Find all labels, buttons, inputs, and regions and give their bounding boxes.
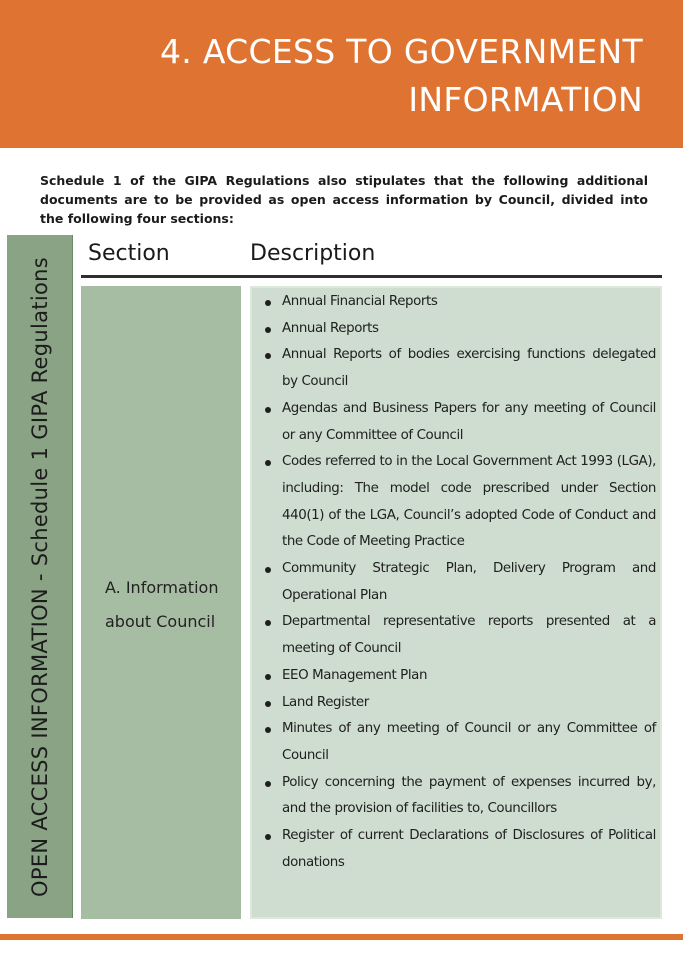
- list-item: Register of current Declarations of Disclosures of Political donations: [252, 823, 656, 876]
- column-header-section: Section: [88, 241, 170, 266]
- section-label-line-1: A. Information: [105, 578, 219, 597]
- side-tab: [7, 235, 73, 918]
- list-item: Policy concerning the payment of expenses incurred by, and the provision of facilities to, Councillors: [252, 770, 656, 823]
- list-item: Departmental representative reports presented at a meeting of Council: [252, 609, 656, 662]
- list-item: EEO Management Plan: [252, 663, 656, 690]
- list-item: Annual Reports of bodies exercising functions delegated by Council: [252, 342, 656, 395]
- list-item: Minutes of any meeting of Council or any Committee of Council: [252, 716, 656, 769]
- header-divider: [81, 275, 662, 278]
- section-label-line-2: about Council: [105, 612, 216, 631]
- section-label: [105, 571, 235, 639]
- list-item: Codes referred to in the Local Government Act 1993 (LGA), including: The model code prescribed under Section 440(1) of the LGA, Council’s adopted Code of Conduct and the Code of Meeting Practice: [252, 449, 656, 556]
- list-item: Land Register: [252, 690, 656, 717]
- side-tab-label: OPEN ACCESS INFORMATION - Schedule 1 GIPA Regulations: [27, 256, 52, 897]
- page-title-line-2: INFORMATION: [408, 80, 643, 119]
- page-title: [160, 28, 643, 124]
- section-cell: [81, 286, 241, 919]
- list-item: Annual Reports: [252, 316, 656, 343]
- description-cell: [250, 286, 662, 919]
- footer-rule: [0, 934, 683, 940]
- list-item: Agendas and Business Papers for any meeting of Council or any Committee of Council: [252, 396, 656, 449]
- column-header-description: Description: [250, 241, 376, 266]
- list-item: Community Strategic Plan, Delivery Program and Operational Plan: [252, 556, 656, 609]
- page-title-line-1: 4. ACCESS TO GOVERNMENT: [160, 32, 643, 71]
- header-banner: [0, 0, 683, 148]
- description-list: [252, 289, 660, 876]
- list-item: Annual Financial Reports: [252, 289, 656, 316]
- intro-paragraph: Schedule 1 of the GIPA Regulations also stipulates that the following additional documents are to be provided as open access information by Council, divided into the following four sections:: [40, 173, 648, 226]
